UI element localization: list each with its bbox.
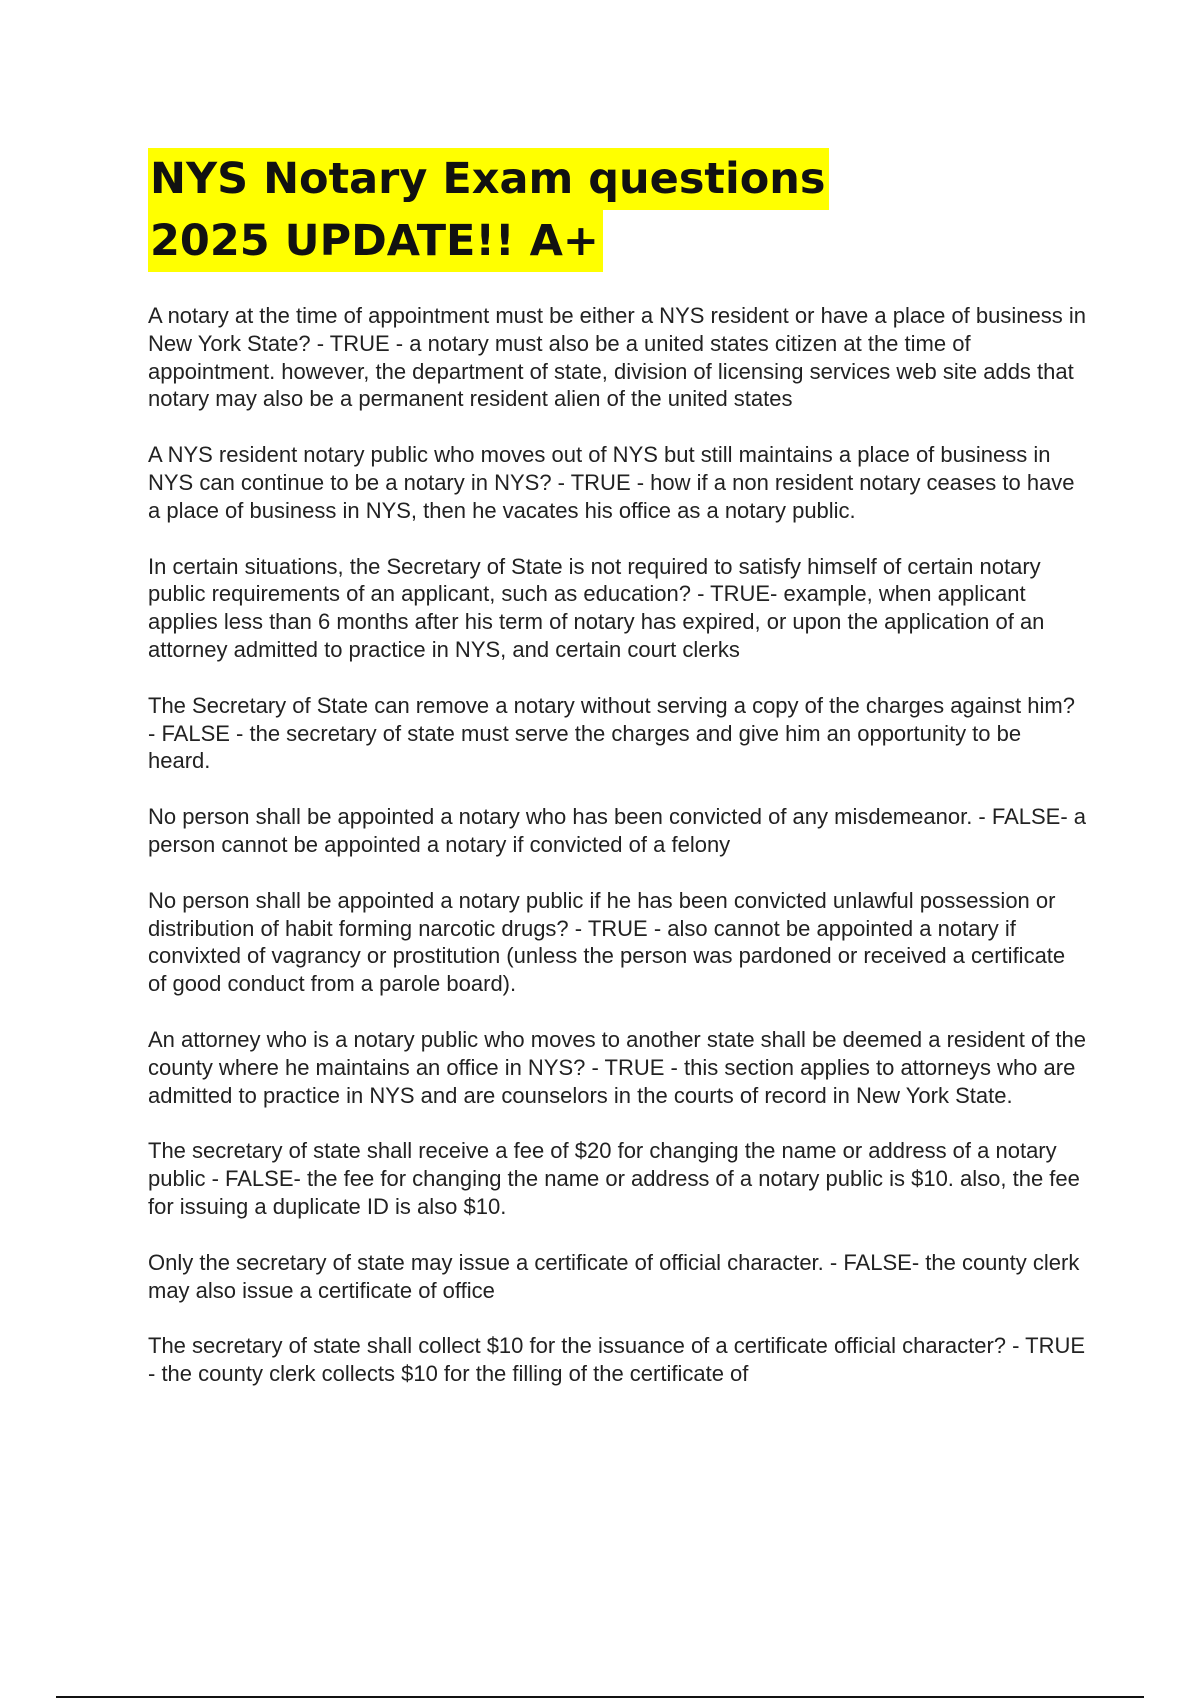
question-item-5: No person shall be appointed a notary who has been convicted of any misdemeanor. - FALSE- a person cannot be appointed a notary if convicted of a felony [148, 804, 1087, 857]
question-item-10: The secretary of state shall collect $10 for the issuance of a certificate official character? - TRUE - the county clerk collects $10 for the filling of the certificate of [148, 1333, 1086, 1387]
title-line-1: NYS Notary Exam questions [148, 148, 829, 210]
question-item-7: An attorney who is a notary public who moves to another state shall be deemed a resident of the county where he maintains an office in NYS? - TRUE - this section applies to attorneys who are admitted to practice in NYS and are counselors in the courts of record in New York State. [148, 1026, 1086, 1108]
question-item-9: Only the secretary of state may issue a certificate of official character. - FALSE- the county clerk may also issue a certificate of office [148, 1249, 1080, 1303]
question-item-8: The secretary of state shall receive a fee of $20 for changing the name or address of a notary public - FALSE- the fee for changing the name or address of a notary public is $10. also, the fee for issuing a duplicate ID is also $10. [148, 1138, 1080, 1219]
page-bottom-rule [56, 1696, 1144, 1698]
title-line-2: 2025 UPDATE!! A+ [148, 210, 603, 272]
document-title [148, 148, 829, 272]
question-item-4: The Secretary of State can remove a notary without serving a copy of the charges against him? - FALSE - the secretary of state must serve the charges and give him an opportunity to be heard. [148, 692, 1075, 774]
question-item-2: A NYS resident notary public who moves out of NYS but still maintains a place of business in NYS can continue to be a notary in NYS? - TRUE - how if a non resident notary ceases to have a place of business in NYS, then he vacates his office as a notary public. [148, 442, 1075, 523]
question-list [148, 302, 1088, 1416]
question-item-1: A notary at the time of appointment must be either a NYS resident or have a place of business in New York State? - TRUE - a notary must also be a united states citizen at the time of appointment. however, the department of state, division of licensing services web site adds that notary may also be a permanent resident alien of the united states [148, 303, 1086, 412]
question-item-3: In certain situations, the Secretary of State is not required to satisfy himself of certain notary public requirements of an applicant, such as education? - TRUE- example, when applicant applies less than 6 months after his term of notary has expired, or upon the application of an attorney admitted to practice in NYS, and certain court clerks [148, 553, 1045, 662]
question-item-6: No person shall be appointed a notary public if he has been convicted unlawful possession or distribution of habit forming narcotic drugs? - TRUE - also cannot be appointed a notary if convixted of vagrancy or prostitution (unless the person was pardoned or received a certificate of good conduct from a parole board). [148, 887, 1066, 997]
